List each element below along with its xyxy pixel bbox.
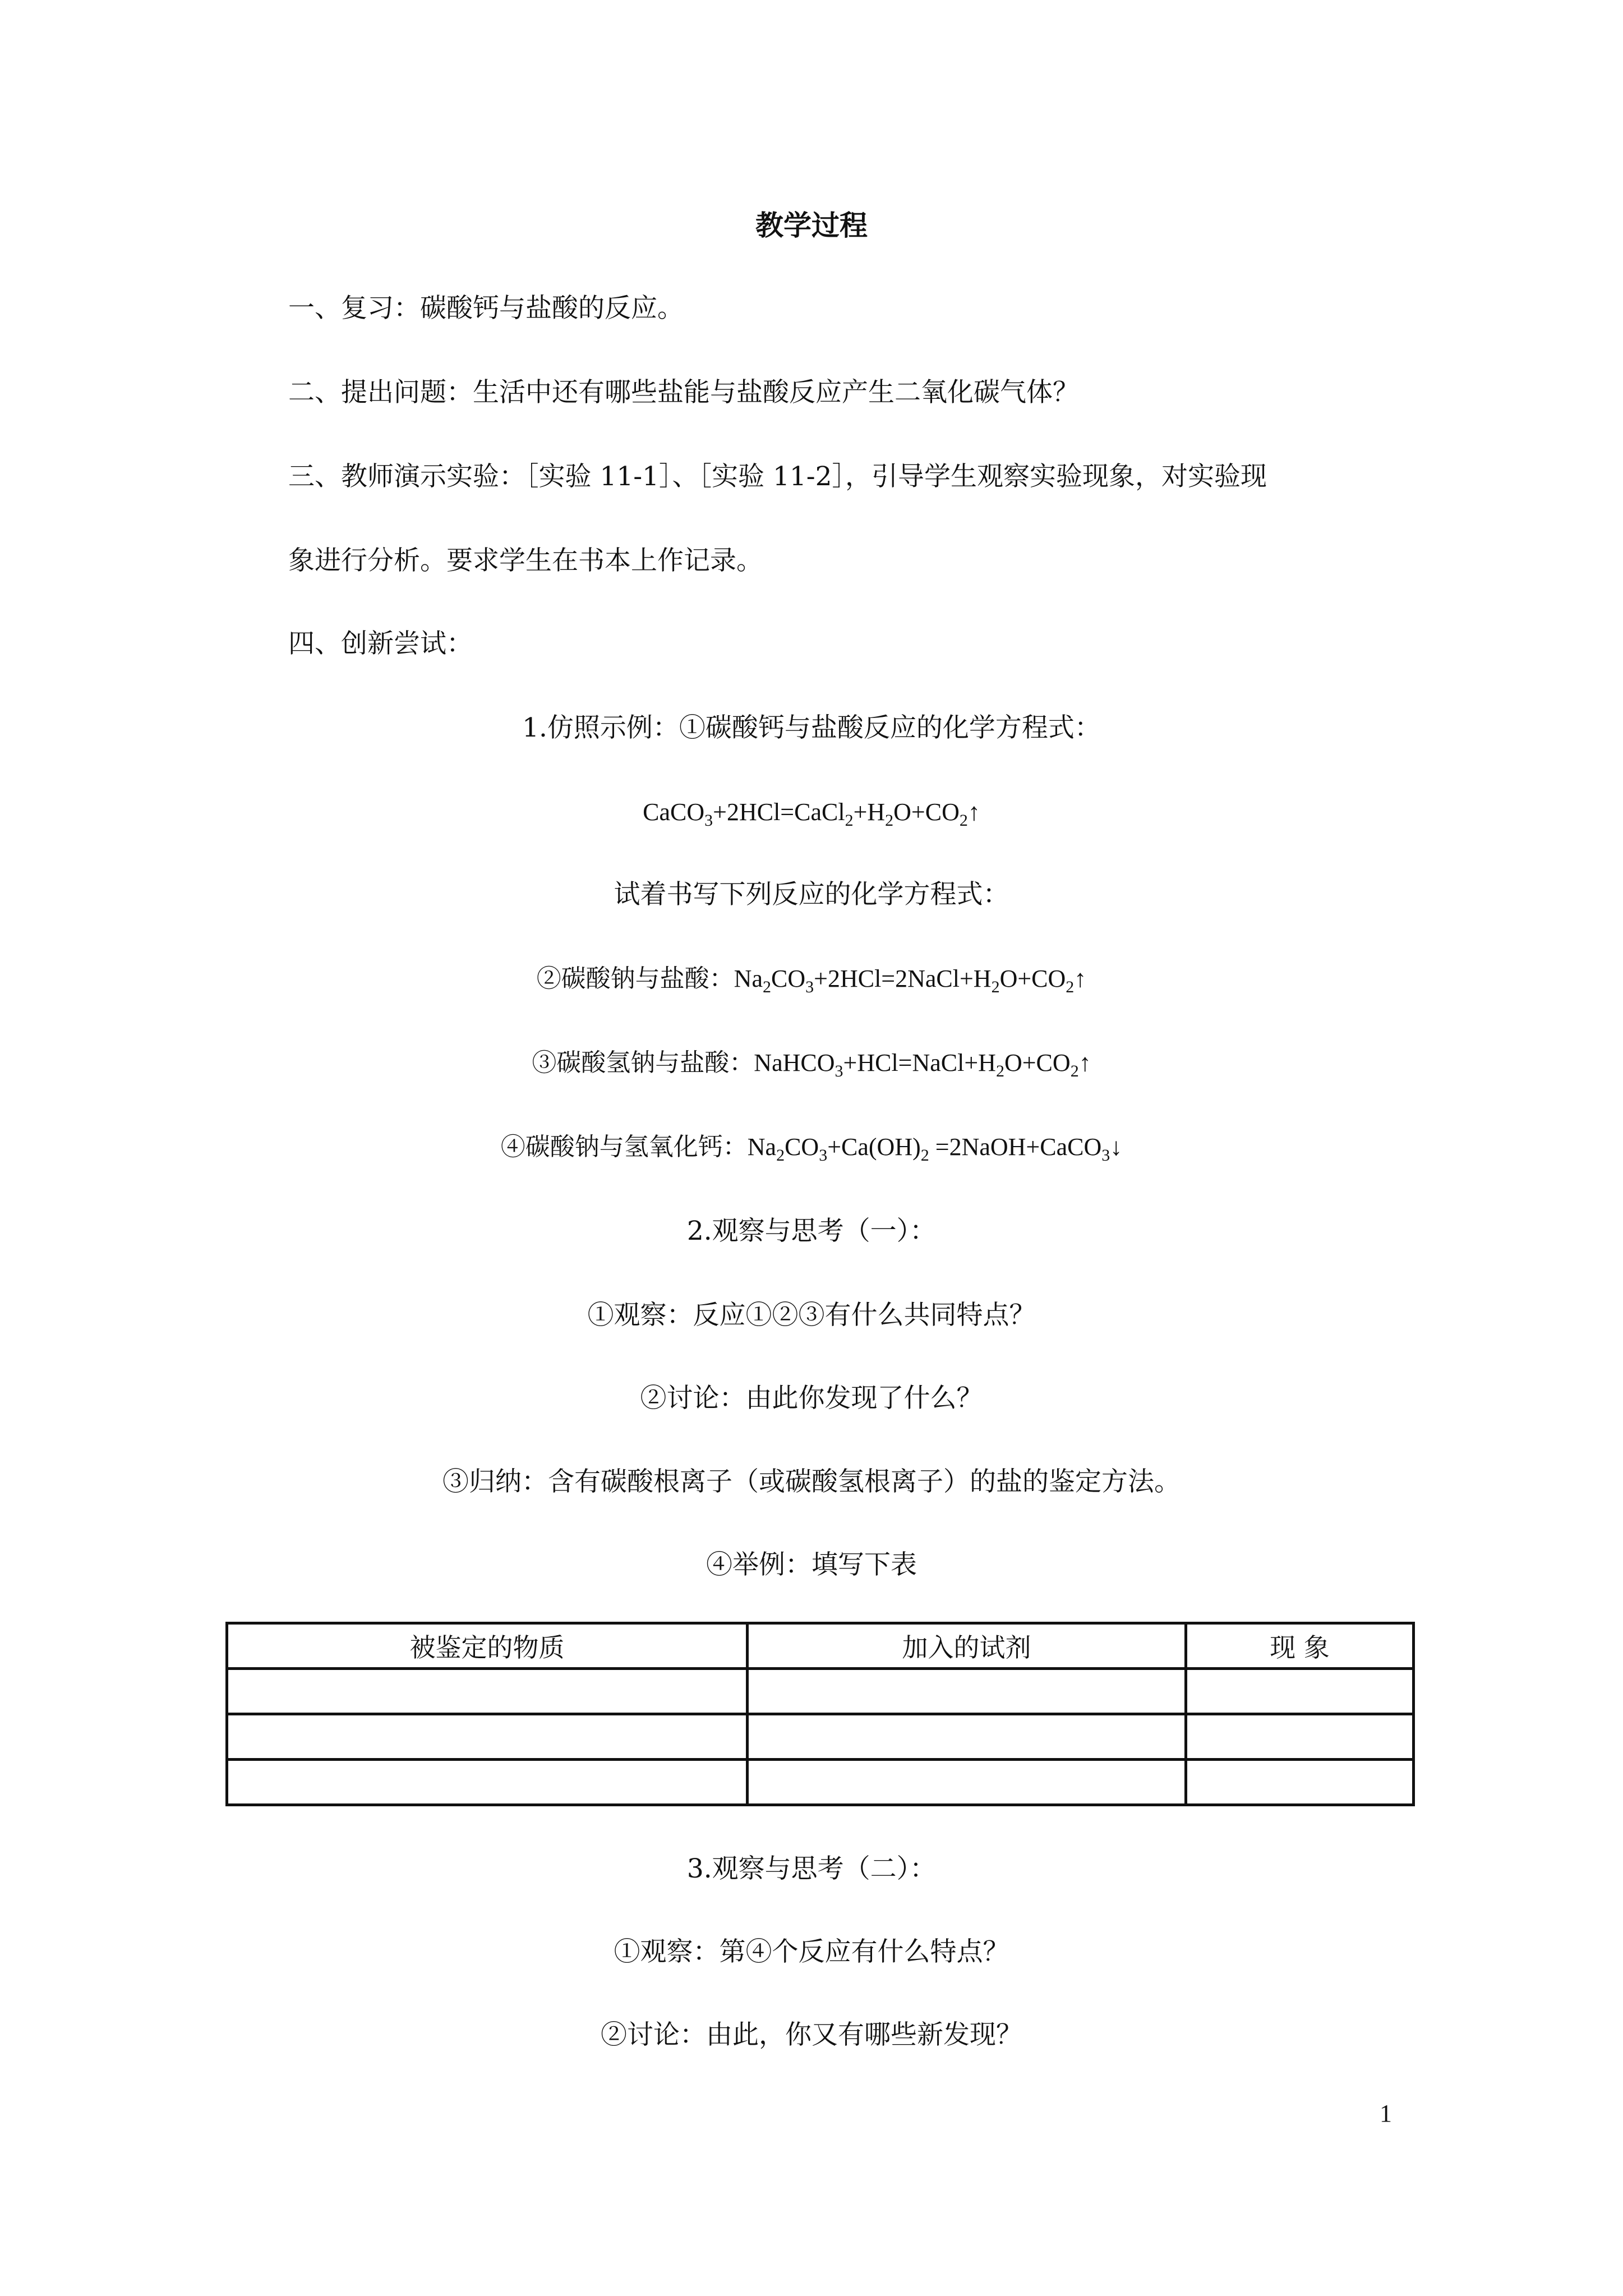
table-cell[interactable] (227, 1760, 748, 1805)
equation-3: ③碳酸氢钠与盐酸：$NaHCO_3+HCl=NaCl+H_2O+CO_2↑$ (532, 1049, 1091, 1080)
example-equation: $CaCO_3+2HCl=CaCl_2+H_2O+CO_2↑$ (643, 798, 980, 830)
equation-4: ④碳酸钠与氢氧化钙：$Na_2CO_3+Ca(OH)_2$ =2NaOH+CaCO$_3$↓ (500, 1133, 1123, 1165)
section-question: 二、提出问题：生活中还有哪些盐能与盐酸反应产生二氧化碳气体？ (288, 377, 1079, 408)
item1-prompt: 试着书写下列反应的化学方程式： (614, 879, 1009, 910)
item2-question-2: ②讨论：由此你发现了什么？ (640, 1383, 983, 1414)
table-cell[interactable] (1186, 1669, 1414, 1714)
table-cell[interactable] (1186, 1714, 1414, 1760)
section-demo-line1: 三、教师演示实验：［实验 11-1］、［实验 11-2］，引导学生观察实验现象，对实验现 (288, 461, 1267, 492)
item1-heading: 1.仿照示例：①碳酸钙与盐酸反应的化学方程式： (522, 712, 1101, 743)
table-header-row (227, 1623, 1414, 1669)
section-review: 一、复习：碳酸钙与盐酸的反应。 (288, 293, 684, 324)
header-substance: 被鉴定的物质 (227, 1623, 748, 1669)
table-cell[interactable] (748, 1714, 1186, 1760)
item3-heading: 3.观察与思考（二）： (686, 1853, 937, 1884)
section-innovation: 四、创新尝试： (288, 628, 473, 659)
table-cell[interactable] (1186, 1760, 1414, 1805)
table-row (227, 1760, 1414, 1805)
item2-question-1: ①观察：反应①②③有什么共同特点？ (587, 1300, 1036, 1331)
page-title: 教学过程 (755, 209, 868, 242)
table-row (227, 1669, 1414, 1714)
item2-question-4: ④举例：填写下表 (706, 1549, 917, 1580)
header-phenomenon: 现 象 (1186, 1623, 1414, 1669)
table-cell[interactable] (748, 1669, 1186, 1714)
table-cell[interactable] (227, 1714, 748, 1760)
table-cell[interactable] (227, 1669, 748, 1714)
item2-heading: 2.观察与思考（一）： (686, 1216, 937, 1246)
section-demo-line2: 象进行分析。要求学生在书本上作记录。 (288, 545, 763, 576)
page-number: 1 (1380, 2100, 1392, 2127)
equation-2: ②碳酸钠与盐酸：$Na_2CO_3+2HCl=2NaCl+H_2O+CO_2↑$ (536, 965, 1087, 996)
item3-question-2: ②讨论：由此，你又有哪些新发现？ (601, 2019, 1022, 2050)
table-row (227, 1714, 1414, 1760)
table-cell[interactable] (748, 1760, 1186, 1805)
item3-question-1: ①观察：第④个反应有什么特点？ (614, 1936, 1009, 1967)
item2-question-3: ③归纳：含有碳酸根离子（或碳酸氢根离子）的盐的鉴定方法。 (442, 1466, 1181, 1497)
identification-table (225, 1622, 1415, 1806)
header-reagent: 加入的试剂 (748, 1623, 1186, 1669)
